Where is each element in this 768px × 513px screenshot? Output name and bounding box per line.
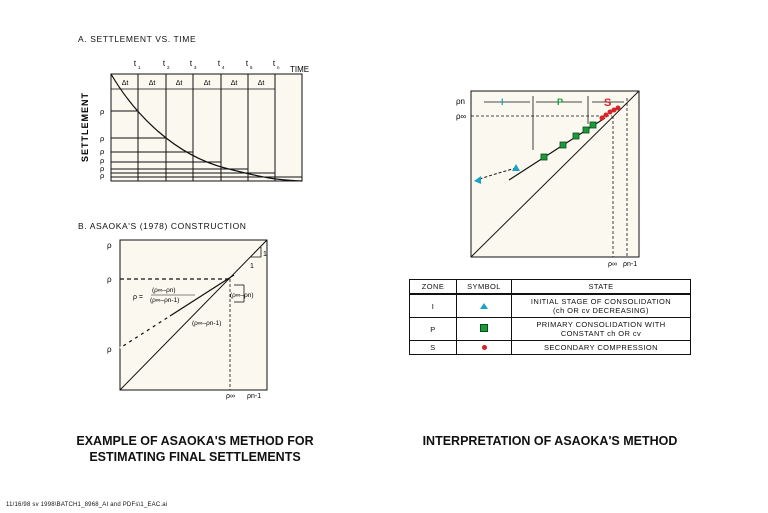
header-symbol: SYMBOL <box>457 280 512 295</box>
x-rho-inf-label: ρ∞ <box>608 261 617 268</box>
symbol-cell <box>457 341 512 355</box>
rho-inf-label: ρ∞ <box>456 112 467 121</box>
settlement-vs-time-diagram <box>75 55 320 187</box>
state-line: PRIMARY CONSOLIDATION WITH <box>536 320 666 329</box>
red-dot-icon <box>482 345 487 350</box>
dt-label-4: Δt <box>203 80 211 87</box>
table-row <box>410 341 691 355</box>
x-rho-n1-label: ρn-1 <box>247 393 262 400</box>
rho-0-axis-label: ρ <box>107 345 112 354</box>
t3-label: t <box>189 59 193 68</box>
state-cell <box>512 341 691 355</box>
t1-label: t <box>133 59 137 68</box>
dt-label-6: Δt <box>257 80 265 87</box>
x-rho-inf-label: ρ∞ <box>226 393 235 400</box>
rho3-label: ρ <box>100 147 105 156</box>
zone-s-label: S <box>604 97 612 109</box>
header-state: STATE <box>512 280 691 295</box>
rho5-label: ρ <box>100 164 105 173</box>
symbol-cell <box>457 294 512 318</box>
rho2-label: ρ <box>100 134 105 143</box>
dt-label-3: Δt <box>175 80 183 87</box>
cyan-triangle-icon <box>480 303 488 309</box>
green-square-icon <box>480 324 488 332</box>
panel-b-title: B. ASAOKA'S (1978) CONSTRUCTION <box>78 221 247 231</box>
t2-label: t <box>162 59 166 68</box>
svg-text:5: 5 <box>250 65 253 70</box>
svg-text:2: 2 <box>167 65 170 70</box>
zone-s-marker <box>600 116 605 121</box>
table-row <box>410 318 691 341</box>
formula-denominator: (ρ∞–ρn-1) <box>150 297 180 304</box>
t5-label: t <box>245 59 249 68</box>
dt-label-1: Δt <box>121 80 129 87</box>
header-zone: ZONE <box>410 280 457 295</box>
zone-s-marker <box>604 113 609 118</box>
zone-cell: P <box>410 318 457 341</box>
formula-lhs: ρ = <box>133 294 144 301</box>
zone-p-marker <box>583 127 589 133</box>
panel-a-title: A. SETTLEMENT VS. TIME <box>78 34 197 44</box>
rho-n-axis-label: ρ <box>107 241 112 250</box>
t4-label: t <box>217 59 221 68</box>
svg-text:n: n <box>277 65 280 70</box>
lower-label: (ρ∞–ρn-1) <box>192 320 222 327</box>
rho1-label: ρ <box>100 107 105 116</box>
symbol-cell <box>457 318 512 341</box>
asaoka-interpretation-diagram <box>452 88 652 270</box>
zone-cell: S <box>410 341 457 355</box>
rho-inf-axis-label: ρ <box>107 275 112 284</box>
rho-n-label: ρn <box>456 97 465 106</box>
rho6-label: ρ <box>100 171 105 180</box>
zone-cell: I <box>410 294 457 318</box>
zone-p-marker <box>541 154 547 160</box>
asaoka-construction-diagram <box>100 232 300 402</box>
state-line: CONSTANT ch OR cv <box>560 329 642 338</box>
state-line: INITIAL STAGE OF CONSOLIDATION <box>530 297 672 306</box>
zone-p-marker <box>560 142 566 148</box>
right-caption: INTERPRETATION OF ASAOKA'S METHOD <box>422 434 678 448</box>
zone-p-marker <box>573 133 579 139</box>
zone-i-label: I <box>501 97 504 107</box>
dt-label-5: Δt <box>230 80 238 87</box>
state-cell <box>512 318 691 341</box>
bracket-label: (ρ∞–ρn) <box>230 292 254 299</box>
zone-p-marker <box>590 122 596 128</box>
slope-label-b: 1 <box>250 263 254 270</box>
svg-text:4: 4 <box>222 65 225 70</box>
time-axis-label: TIME <box>290 65 310 74</box>
left-caption-line1: EXAMPLE OF ASAOKA'S METHOD FOR <box>76 434 314 448</box>
svg-text:1: 1 <box>138 65 141 70</box>
zone-s-marker <box>616 106 621 111</box>
tn-label: t <box>272 59 276 68</box>
left-caption-line2: ESTIMATING FINAL SETTLEMENTS <box>89 450 301 464</box>
dt-label-2: Δt <box>148 80 156 87</box>
zone-p-label: P <box>557 97 564 107</box>
zone-legend-table <box>409 279 691 355</box>
state-line: (ch OR cv DECREASING) <box>553 306 649 315</box>
table-row <box>410 294 691 318</box>
slope-label-a: 1 <box>263 251 267 258</box>
rho4-label: ρ <box>100 156 105 165</box>
x-rho-n1-label: ρn-1 <box>623 261 638 268</box>
file-path-footer: 11/16/98 sv 1998\BATCH1_8968_AI and PDFs\1_EAC.ai <box>6 502 168 508</box>
formula-numerator: (ρ∞–ρn) <box>152 287 176 294</box>
state-cell <box>512 294 691 318</box>
svg-text:3: 3 <box>194 65 197 70</box>
settlement-axis-label: SETTLEMENT <box>80 92 90 162</box>
left-caption <box>40 433 350 465</box>
state-line: SECONDARY COMPRESSION <box>544 343 658 352</box>
